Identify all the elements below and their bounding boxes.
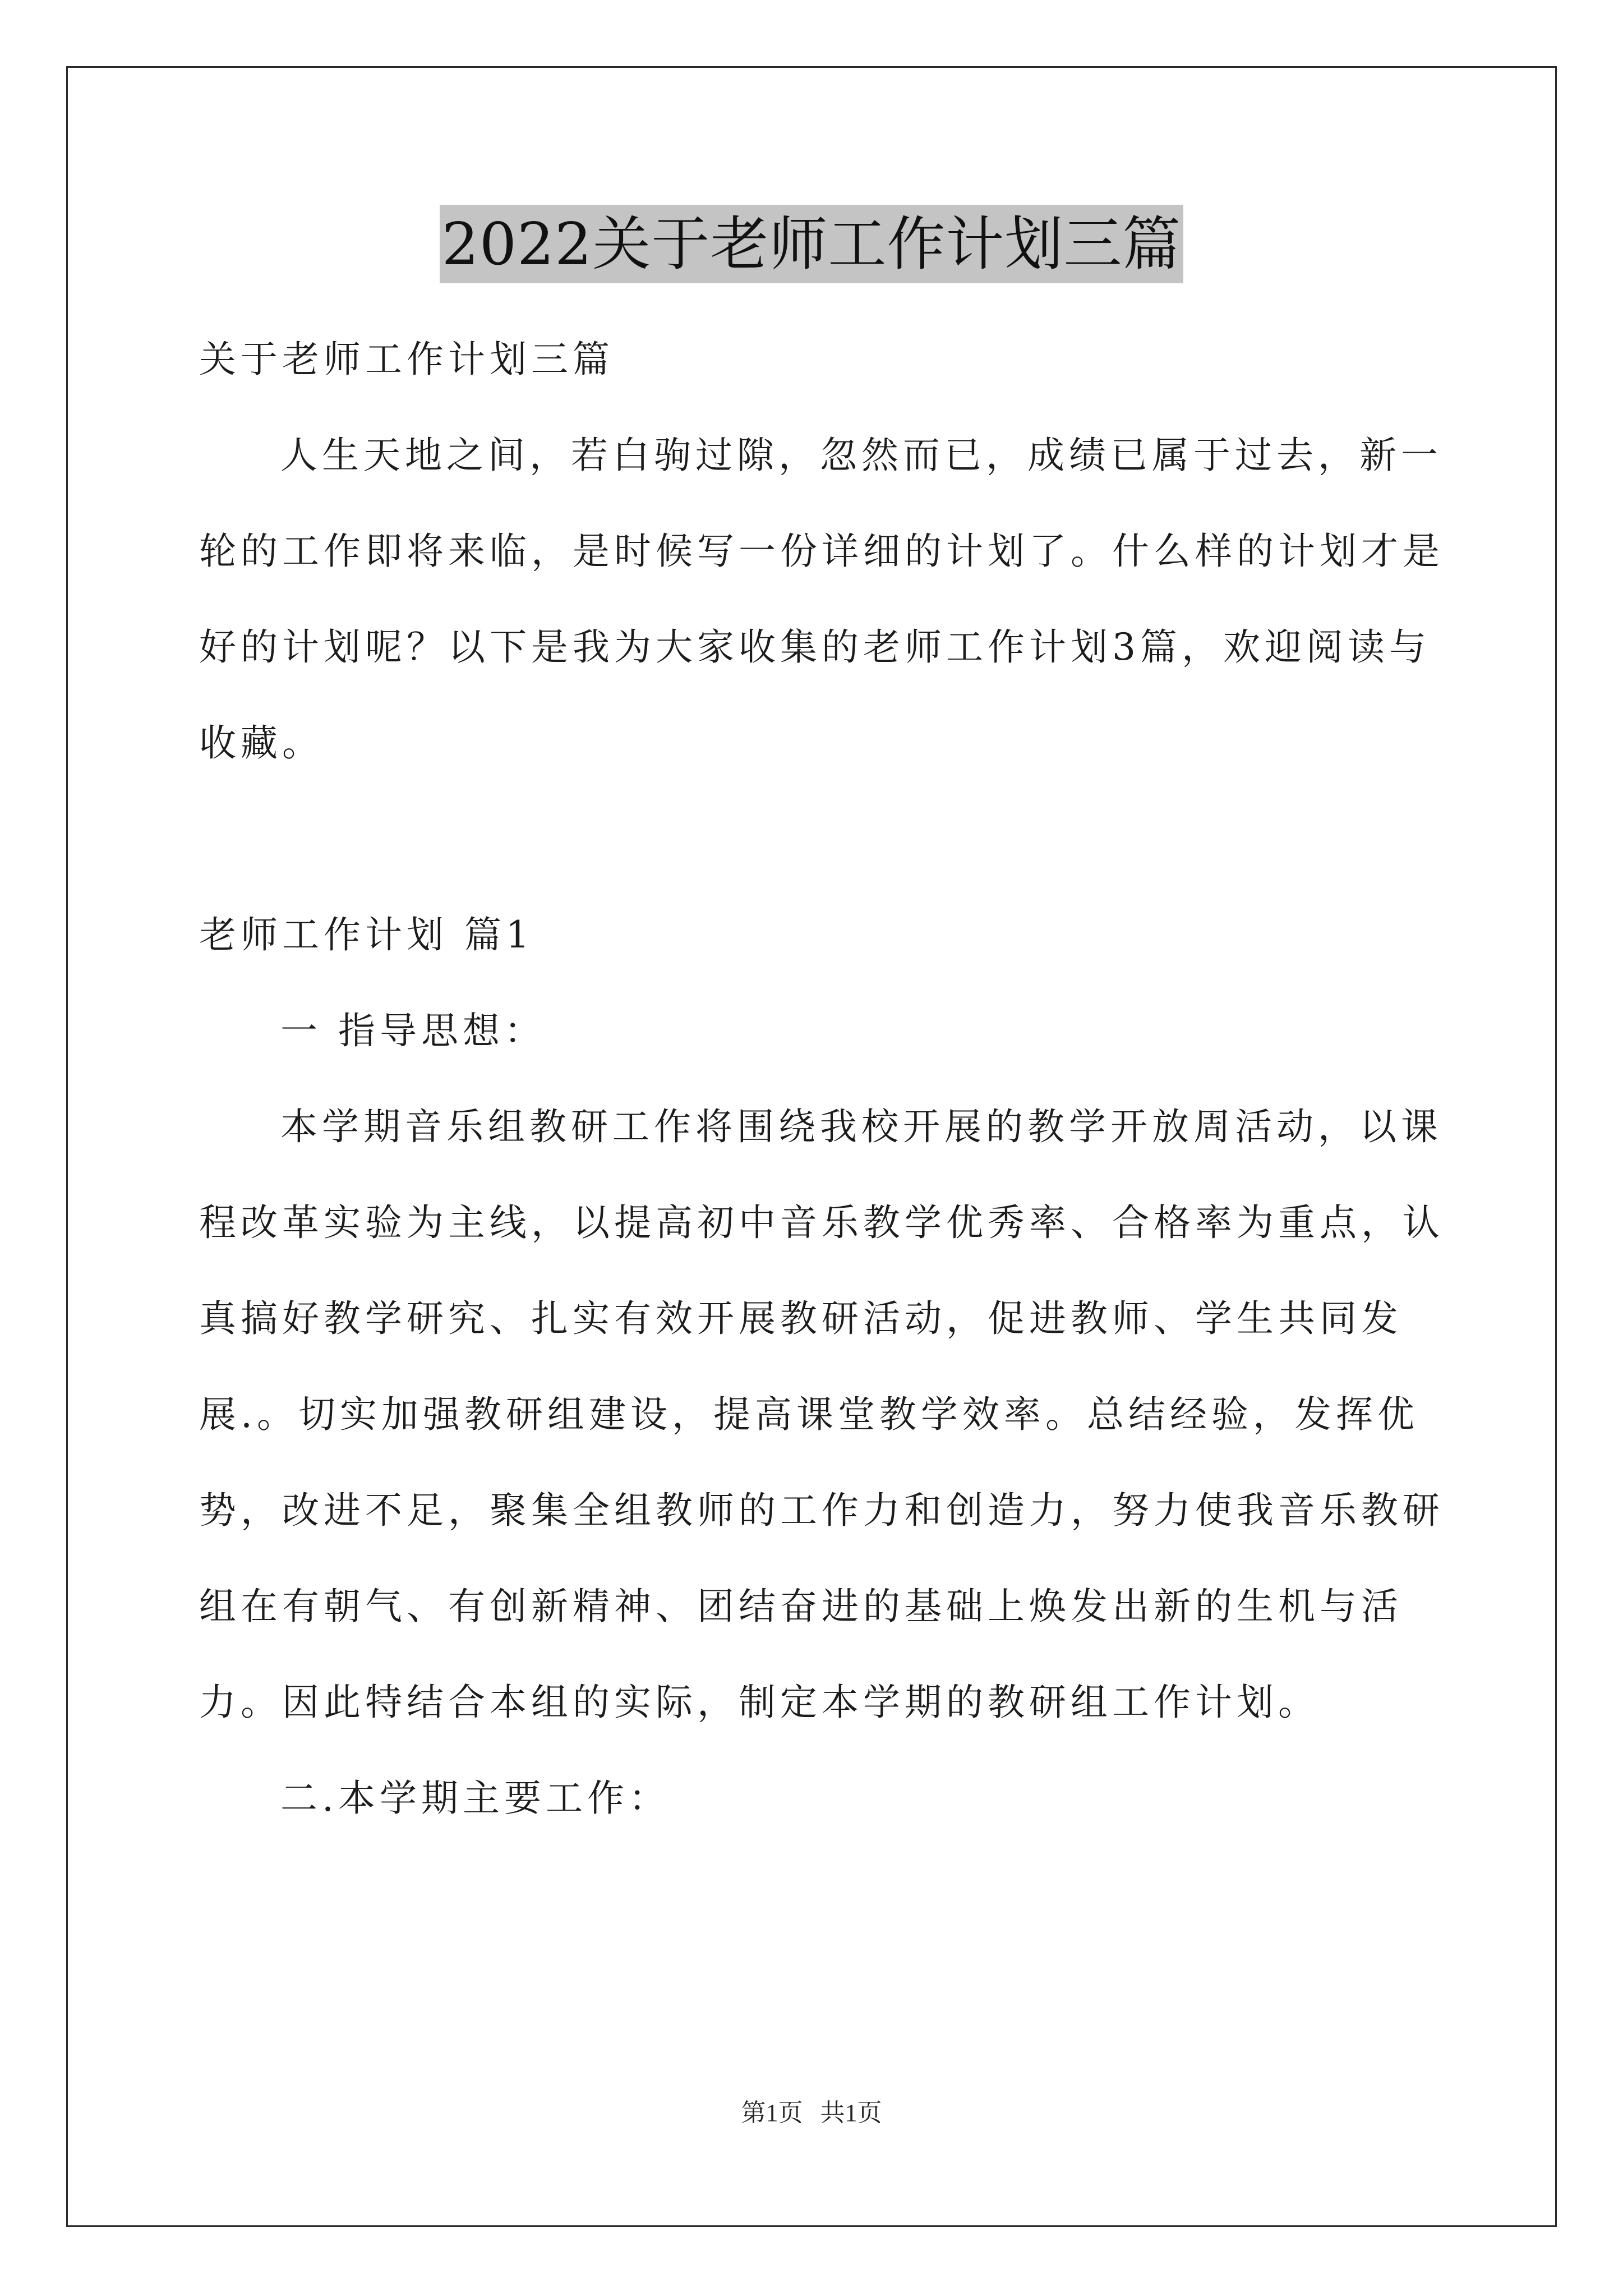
page-number-total: 共1页 bbox=[820, 2099, 882, 2127]
title-container bbox=[0, 205, 1623, 283]
page-number-current: 第1页 bbox=[741, 2099, 803, 2127]
document-body bbox=[199, 311, 1444, 1846]
intro-paragraph: 人生天地之间，若白驹过隙，忽然而已，成绩已属于过去，新一轮的工作即将来临，是时候写一份详细的计划了。什么样的计划才是好的计划呢？以下是我为大家收集的老师工作计划3篇，欢迎阅读与收藏。 bbox=[199, 434, 1444, 765]
document-subtitle: 关于老师工作计划三篇 bbox=[199, 338, 614, 381]
item-heading-1: 一 指导思想： bbox=[280, 1009, 546, 1052]
item-body-1: 本学期音乐组教研工作将围绕我校开展的教学开放周活动，以课程改革实验为主线，以提高初中音乐教学优秀率、合格率为重点，认真搞好教学研究、扎实有效开展教研活动，促进教师、学生共同发展.。切实加强教研组建设，提高课堂教学效率。总结经验，发挥优势，改进不足，聚集全组教师的工作力和创造力，努力使我音乐教研组在有朝气、有创新精神、团结奋进的基础上焕发出新的生机与活力。因此特结合本组的实际，制定本学期的教研组工作计划。 bbox=[199, 1105, 1444, 1724]
section-heading: 老师工作计划 篇1 bbox=[199, 913, 534, 956]
item-heading-2: 二.本学期主要工作： bbox=[280, 1777, 670, 1820]
section-spacer bbox=[199, 791, 1444, 887]
document-title: 2022关于老师工作计划三篇 bbox=[440, 205, 1184, 283]
page-footer bbox=[0, 2092, 1623, 2128]
